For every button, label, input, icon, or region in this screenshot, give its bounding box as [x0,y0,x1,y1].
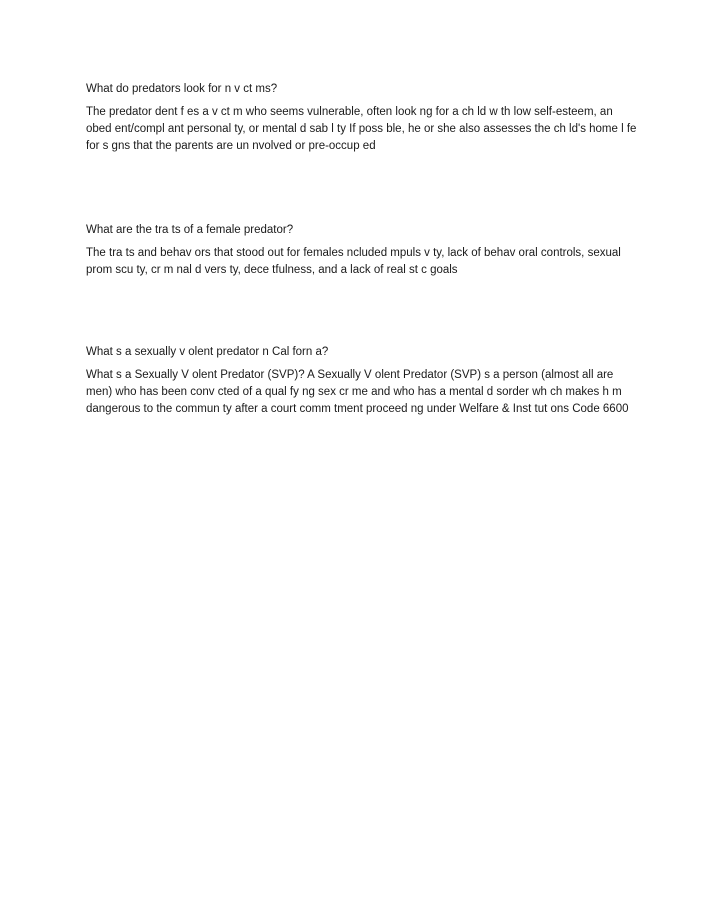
question-heading: What are the tra ts of a female predator? [86,224,294,236]
answer-paragraph: What s a Sexually V olent Predator (SVP)? A Sexually V olent Predator (SVP) s a person (almost all are men) who has been conv cted of a qual fy ng sex cr me and who has a mental d sorder wh ch makes h m dangerous to the commun ty after a court comm tment proceed ng under Welfare & Inst tut ons Code 6600 [86,369,629,415]
qa-section [86,344,638,418]
question-heading: What do predators look for n v ct ms? [86,83,278,95]
qa-section [86,222,638,279]
answer-paragraph: The tra ts and behav ors that stood out for females ncluded mpuls v ty, lack of behav oral controls, sexual prom scu ty, cr m nal d vers ty, dece tfulness, and a lack of real st c goals [86,247,621,276]
question-heading: What s a sexually v olent predator n Cal forn a? [86,346,329,358]
qa-section [86,81,638,155]
answer-paragraph: The predator dent f es a v ct m who seems vulnerable, often look ng for a ch ld w th low self-esteem, an obed ent/compl ant personal ty, or mental d sab l ty If poss ble, he or she also assesses the ch ld's home l fe for s gns that the parents are un nvolved or pre-occup ed [86,106,637,152]
